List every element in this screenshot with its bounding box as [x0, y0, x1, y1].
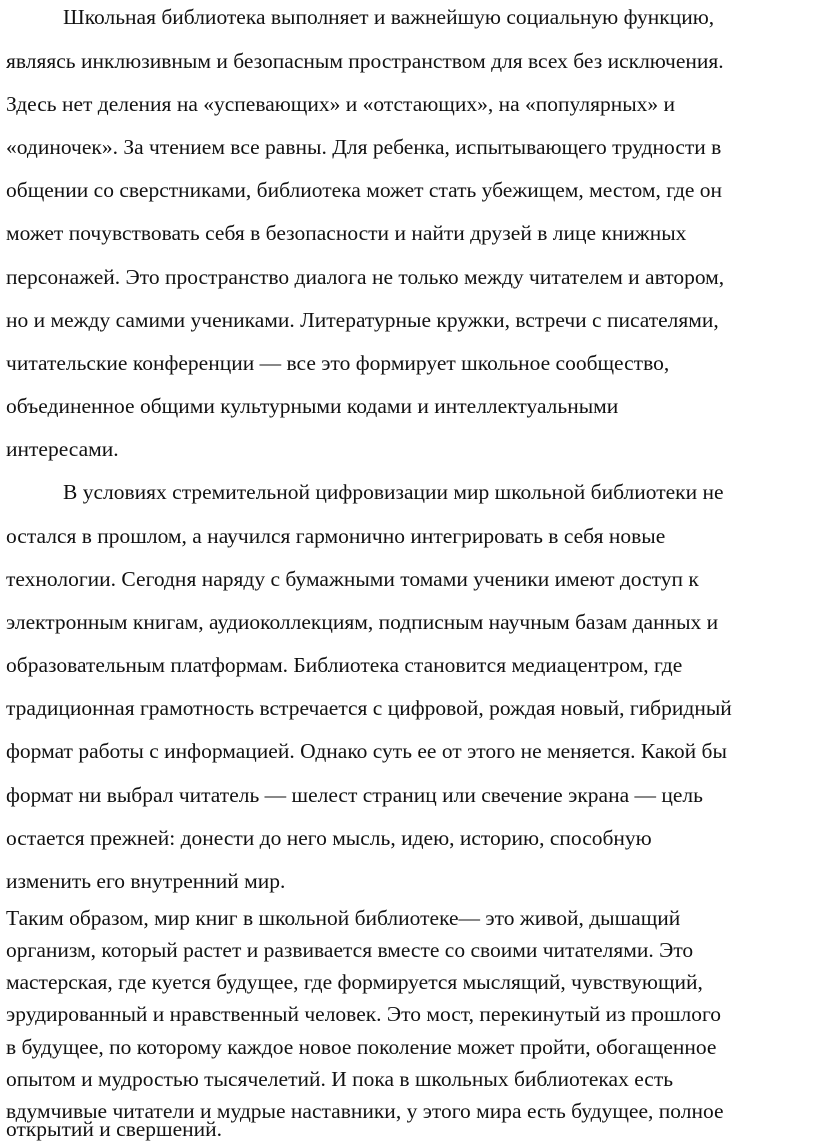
paragraph-2-line-10: изменить его внутренний мир.	[6, 869, 286, 893]
paragraph-3-line-1: Таким образом, мир книг в школьной библиотеке— это живой, дышащий	[6, 906, 681, 930]
paragraph-2-line-2: остался в прошлом, а научился гармонично интегрировать в себя новые	[6, 524, 666, 548]
paragraph-3-line-2: организм, который растет и развивается вместе со своими читателями. Это	[6, 938, 694, 962]
paragraph-1-line-3: Здесь нет деления на «успевающих» и «отстающих», на «популярных» и	[6, 92, 676, 116]
paragraph-2-line-5: образовательным платформам. Библиотека становится медиацентром, где	[6, 653, 683, 677]
paragraph-2-line-6: традиционная грамотность встречается с цифровой, рождая новый, гибридный	[6, 696, 732, 720]
paragraph-3-line-7: вдумчивые читатели и мудрые наставники, у этого мира есть будущее, полное	[6, 1099, 724, 1123]
paragraph-1-line-2: являясь инклюзивным и безопасным пространством для всех без исключения.	[6, 49, 724, 73]
paragraph-3-line-6: опытом и мудростью тысячелетий. И пока в школьных библиотеках есть	[6, 1067, 674, 1091]
paragraph-3-line-8: открытий и свершений.	[6, 1117, 223, 1141]
paragraph-2-line-7: формат работы с информацией. Однако суть ее от этого не меняется. Какой бы	[6, 739, 727, 763]
paragraph-1-line-9: читательские конференции — все это формирует школьное сообщество,	[6, 351, 670, 375]
paragraph-2-line-8: формат ни выбрал читатель — шелест страниц или свечение экрана — цель	[6, 783, 703, 807]
paragraph-2-line-4: электронным книгам, аудиоколлекциям, подписным научным базам данных и	[6, 610, 719, 634]
paragraph-1-line-4: «одиночек». За чтением все равны. Для ребенка, испытывающего трудности в	[6, 135, 722, 159]
paragraph-3-line-5: в будущее, по которому каждое новое поколение может пройти, обогащенное	[6, 1035, 717, 1059]
paragraph-1-line-10: объединенное общими культурными кодами и интеллектуальными	[6, 394, 619, 418]
paragraph-1-line-5: общении со сверстниками, библиотека может стать убежищем, местом, где он	[6, 178, 723, 202]
paragraph-1-line-11: интересами.	[6, 437, 119, 461]
paragraph-1-line-1: Школьная библиотека выполняет и важнейшую социальную функцию,	[63, 5, 715, 29]
paragraph-1-line-7: персонажей. Это пространство диалога не только между читателем и автором,	[6, 265, 725, 289]
paragraph-3-line-4: эрудированный и нравственный человек. Это мост, перекинутый из прошлого	[6, 1002, 722, 1026]
paragraph-2-line-9: остается прежней: донести до него мысль, идею, историю, способную	[6, 826, 652, 850]
paragraph-3-line-3: мастерская, где куется будущее, где формируется мыслящий, чувствующий,	[6, 970, 703, 994]
paragraph-2-line-1: В условиях стремительной цифровизации мир школьной библиотеки не	[63, 480, 724, 504]
paragraph-2-line-3: технологии. Сегодня наряду с бумажными томами ученики имеют доступ к	[6, 567, 699, 591]
paragraph-1-line-8: но и между самими учениками. Литературные кружки, встречи с писателями,	[6, 308, 719, 332]
paragraph-1-line-6: может почувствовать себя в безопасности и найти друзей в лице книжных	[6, 221, 687, 245]
